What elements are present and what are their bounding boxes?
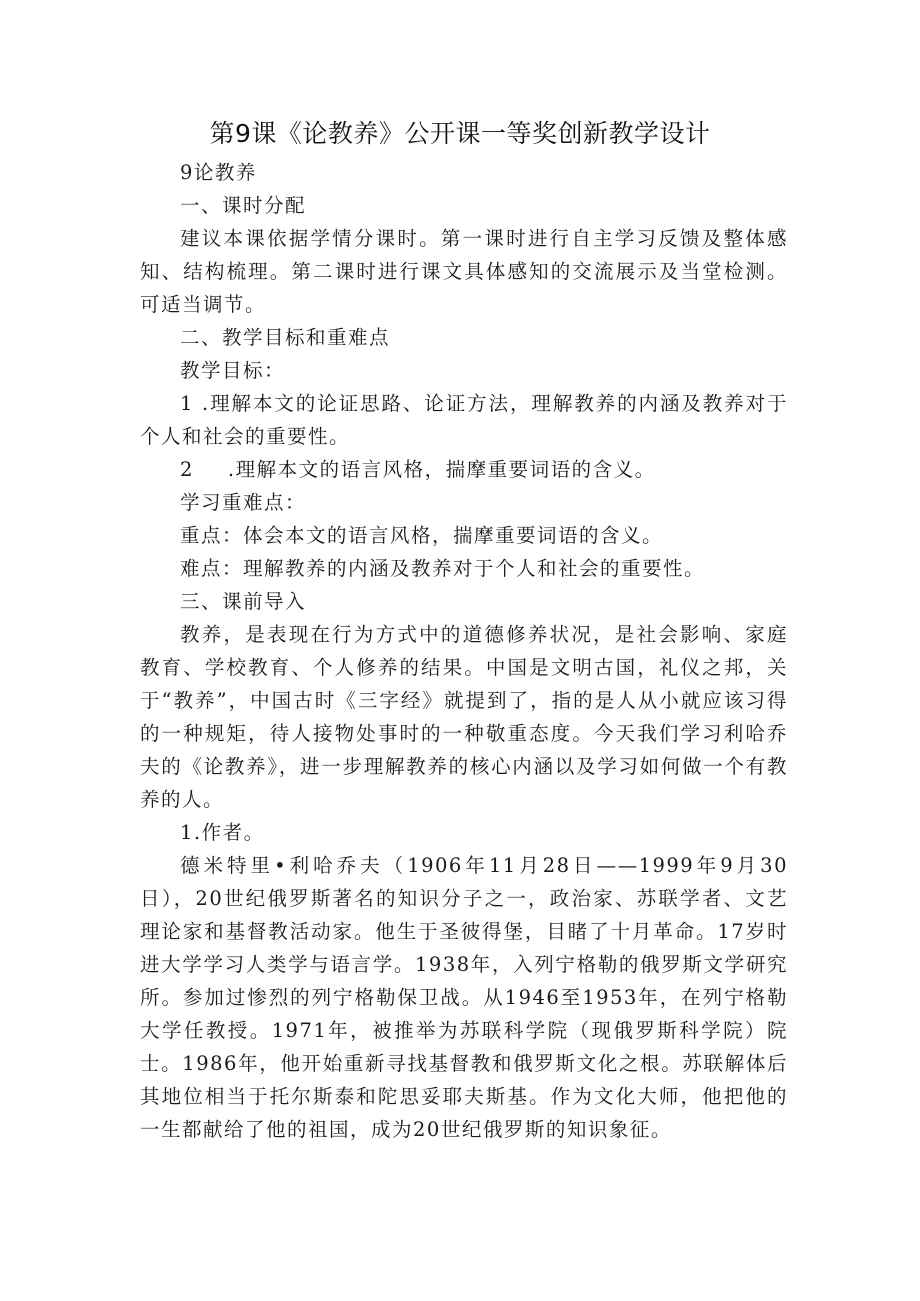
difficult-point: 难点：理解教养的内涵及教养对于个人和社会的重要性。 xyxy=(180,557,706,580)
subheading-difficulties: 学习重难点： xyxy=(180,491,307,514)
paragraph-intro: 教养，是表现在行为方式中的道德修养状况，是社会影响、家庭教育、学校教育、个人修养的结果。中国是文明古国，礼仪之邦，关于“教养”，中国古时《三字经》就提到了，指的是人从小就应该习得的一种规矩，待人接物处事时的一种敬重态度。今天我们学习利哈乔夫的《论教养》，进一步理解教养的核心内涵以及学习如何做一个有教养的人。 xyxy=(140,623,788,811)
paragraph-author: 德米特里•利哈乔夫（1906年11月28日——1999年9月30日），20世纪俄罗斯著名的知识分子之一，政治家、苏联学者、文艺理论家和基督教活动家。他生于圣彼得堡，目睹了十月革命。17岁时进大学学习人类学与语言学。1938年，入列宁格勒的俄罗斯文学研究所。参加过惨烈的列宁格勒保卫战。从1946至1953年，在列宁格勒大学任教授。1971年，被推举为苏联科学院（现俄罗斯科学院）院士。1986年，他开始重新寻找基督教和俄罗斯文化之根。苏联解体后其地位相当于托尔斯泰和陀思妥耶夫斯基。作为文化大师，他把他的一生都献给了他的祖国，成为20世纪俄罗斯的知识象征。 xyxy=(140,854,788,1141)
paragraph-schedule: 建议本课依据学情分课时。第一课时进行自主学习反馈及整体感知、结构梳理。第二课时进行课文具体感知的交流展示及当堂检测。可适当调节。 xyxy=(140,227,788,316)
section-heading-intro: 三、课前导入 xyxy=(180,590,307,613)
section-heading-schedule: 一、课时分配 xyxy=(180,194,307,217)
goal-item-2-number: 2 xyxy=(180,458,194,481)
document-body xyxy=(140,156,788,1146)
key-point: 重点：体会本文的语言风格，揣摩重要词语的含义。 xyxy=(180,524,664,547)
section-heading-goals: 二、教学目标和重难点 xyxy=(180,326,391,349)
document-title: 第9课《论教养》公开课一等奖创新教学设计 xyxy=(209,119,711,148)
goal-item-2-text: .理解本文的语言风格，揣摩重要词语的含义。 xyxy=(227,458,656,481)
goal-item-2 xyxy=(140,453,788,486)
goal-item-1: 1 .理解本文的论证思路、论证方法，理解教养的内涵及教养对于个人和社会的重要性。 xyxy=(140,392,788,448)
lesson-heading: 9论教养 xyxy=(180,161,257,184)
subheading-goals: 教学目标： xyxy=(180,359,286,382)
subheading-author: 1.作者。 xyxy=(180,821,265,844)
